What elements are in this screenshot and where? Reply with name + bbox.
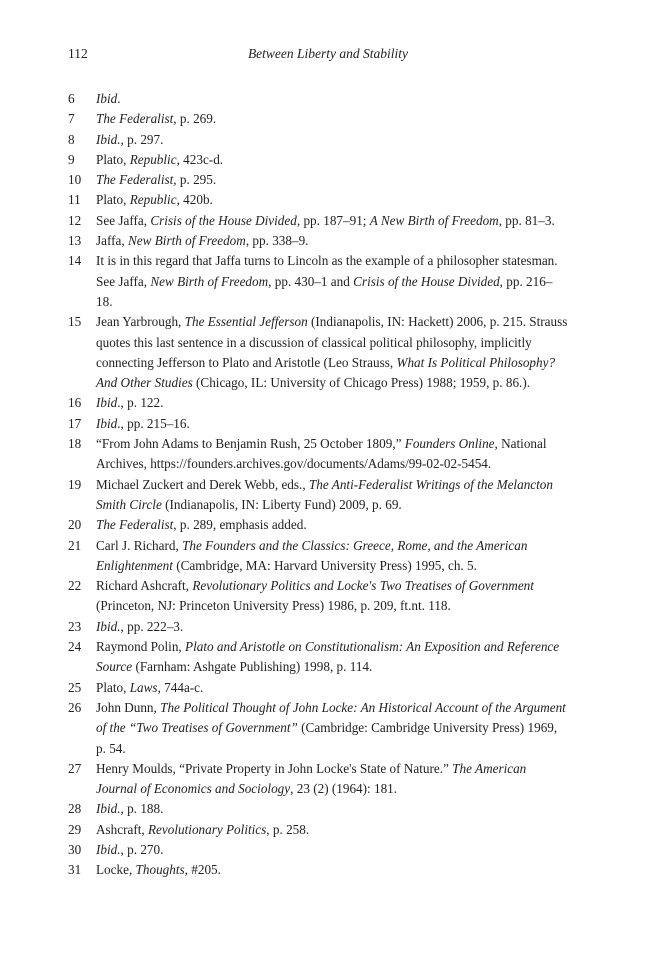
endnote-text xyxy=(96,617,568,637)
running-head: Between Liberty and Stability xyxy=(247,46,409,61)
endnote-number: 9 xyxy=(68,151,75,167)
italic-title: Ibid xyxy=(96,91,118,106)
text-run: “From John Adams to Benjamin Rush, 25 October 1809,” xyxy=(96,436,405,452)
endnote xyxy=(68,860,568,880)
text-run: , pp. 338–9. xyxy=(245,233,309,249)
text-run: (Farnham: Ashgate Publishing) 1998, p. 114. xyxy=(132,659,373,675)
endnote-text xyxy=(96,576,568,617)
endnote-text xyxy=(96,312,568,393)
endnote-text xyxy=(96,434,568,475)
endnote xyxy=(68,617,568,637)
text-run: Carl J. Richard, xyxy=(96,537,183,553)
endnote xyxy=(68,312,568,393)
italic-title: Crisis of the House Divided xyxy=(353,273,500,289)
italic-title: Ibid xyxy=(96,415,118,431)
endnote xyxy=(68,475,568,516)
italic-title: Ibid xyxy=(96,395,118,411)
endnote-text xyxy=(96,637,568,678)
text-run: (Cambridge, MA: Harvard University Press) 1995, ch. 5. xyxy=(172,557,477,573)
text-run: Jean Yarbrough, xyxy=(96,314,185,330)
endnote-text xyxy=(96,251,568,312)
page-number: 112 xyxy=(68,46,88,61)
endnote xyxy=(68,211,568,231)
text-run: (Cambridge: Cambridge University Press) 1969, p. 54. xyxy=(96,720,558,756)
endnote-number: 15 xyxy=(68,314,82,330)
endnote-number: 25 xyxy=(68,679,82,695)
text-run: , pp. 216–18. xyxy=(96,273,553,309)
italic-title: New Birth of Freedom xyxy=(127,233,246,249)
text-run: Henry Moulds, “Private Property in John Locke's State of Nature.” xyxy=(96,760,453,776)
endnote-text xyxy=(96,130,568,150)
text-run: (Indianapolis, IN: Hackett) 2006, p. 215. Strauss quotes this last sentence in a discussion of classical political philosophy, implicitly connecting Jefferson to Plato and Aristotle (Leo Strauss, xyxy=(96,314,568,370)
text-run: , p. 270. xyxy=(120,841,164,857)
endnote-number: 7 xyxy=(68,111,75,127)
endnote-text xyxy=(96,860,568,880)
endnote xyxy=(68,536,568,577)
text-run: , 744a-c. xyxy=(157,679,204,695)
italic-title: Revolutionary Politics xyxy=(148,821,267,837)
endnote-text xyxy=(96,475,568,516)
endnote xyxy=(68,576,568,617)
endnote-number: 24 xyxy=(68,639,82,655)
text-run: , p. 289, emphasis added. xyxy=(173,517,307,533)
endnote xyxy=(68,414,568,434)
text-run: Plato, xyxy=(96,679,130,695)
text-run: Ashcraft, xyxy=(96,821,148,837)
endnotes-list xyxy=(68,89,568,881)
text-run: Plato, xyxy=(96,151,130,167)
text-run: , National Archives, https://founders.archives.gov/documents/Adams/99-02-02-5454. xyxy=(96,436,547,472)
italic-title: The Federalist xyxy=(96,172,174,188)
text-run: , p. 295. xyxy=(173,172,217,188)
italic-title: Ibid. xyxy=(96,801,121,817)
italic-title: Republic xyxy=(129,151,177,167)
italic-title: The American Journal of Economics and Sociology xyxy=(96,760,527,797)
endnote-text xyxy=(96,150,568,170)
endnote-number: 10 xyxy=(68,172,82,188)
italic-title: Revolutionary Politics and Locke's Two Treatises of Government xyxy=(192,578,534,594)
endnote-text xyxy=(96,109,568,129)
text-run: ., pp. 215–16. xyxy=(117,415,190,431)
endnote-text xyxy=(96,698,568,759)
endnote-text xyxy=(96,799,568,819)
text-run: It is in this regard that Jaffa turns to Lincoln as the example of a philosopher statesman. See Jaffa, xyxy=(96,253,558,289)
endnote-number: 19 xyxy=(68,476,82,492)
endnote-number: 13 xyxy=(68,233,82,249)
endnote-text xyxy=(96,393,568,413)
endnote xyxy=(68,150,568,170)
endnote-number: 14 xyxy=(68,253,82,269)
endnote-text xyxy=(96,759,568,800)
text-run: (Chicago, IL: University of Chicago Press) 1988; 1959, p. 86.). xyxy=(192,375,531,391)
text-run: , pp. 430–1 and xyxy=(268,273,354,289)
endnote xyxy=(68,799,568,819)
endnote-text xyxy=(96,231,568,251)
text-run: Jaffa, xyxy=(96,233,128,249)
italic-title: Laws xyxy=(129,679,158,695)
endnote-text xyxy=(96,89,568,109)
italic-title: The Founders and the Classics: Greece, Rome, and the American Enlightenment xyxy=(96,537,528,573)
endnote-number: 22 xyxy=(68,578,82,594)
endnote xyxy=(68,170,568,190)
endnote xyxy=(68,251,568,312)
endnote xyxy=(68,820,568,840)
endnote-number: 26 xyxy=(68,699,82,715)
endnote xyxy=(68,231,568,251)
endnote xyxy=(68,759,568,800)
endnote-number: 8 xyxy=(68,131,75,147)
endnote xyxy=(68,109,568,129)
endnote-number: 31 xyxy=(68,862,82,878)
endnote xyxy=(68,637,568,678)
text-run: John Dunn, xyxy=(96,699,161,715)
text-run: (Princeton, NJ: Princeton University Press) 1986, p. 209, ft.nt. 118. xyxy=(96,598,451,614)
endnote-text xyxy=(96,678,568,698)
endnote-number: 30 xyxy=(68,841,82,857)
endnote xyxy=(68,678,568,698)
italic-title: Founders Online xyxy=(404,436,495,452)
italic-title: Thoughts xyxy=(135,862,185,878)
endnote-text xyxy=(96,414,568,434)
endnote xyxy=(68,698,568,759)
endnote-text xyxy=(96,190,568,210)
endnote xyxy=(68,190,568,210)
text-run: (Indianapolis, IN: Liberty Fund) 2009, p. 69. xyxy=(161,496,402,512)
endnote-text xyxy=(96,536,568,577)
text-run: , 423c-d. xyxy=(176,151,224,167)
endnote-number: 12 xyxy=(68,212,82,228)
endnote-number: 16 xyxy=(68,395,82,411)
endnote-number: 17 xyxy=(68,415,82,431)
endnote-text xyxy=(96,170,568,190)
text-run: Locke, xyxy=(96,862,136,878)
text-run: , 23 (2) (1964): 181. xyxy=(290,781,398,797)
text-run: , p. 297. xyxy=(120,131,164,147)
italic-title: The Federalist xyxy=(96,517,174,533)
page-header xyxy=(68,46,588,68)
endnote-number: 21 xyxy=(68,537,82,553)
italic-title: The Political Thought of John Locke: An Historical Account of the Argument of the “Two Treatises of Government” xyxy=(96,699,566,736)
text-run: Raymond Polin, xyxy=(96,639,186,655)
text-run: ., p. 122. xyxy=(117,395,164,411)
endnote-text xyxy=(96,840,568,860)
text-run: , pp. 187–91; xyxy=(296,212,370,228)
italic-title: What Is Political Philosophy? And Other Studies xyxy=(96,354,556,391)
text-run: , pp. 81–3. xyxy=(498,212,555,228)
endnote xyxy=(68,515,568,535)
endnote-number: 6 xyxy=(68,91,75,106)
endnote-number: 11 xyxy=(68,192,81,208)
italic-title: Ibid. xyxy=(96,841,121,857)
endnote-number: 23 xyxy=(68,618,82,634)
text-run: Michael Zuckert and Derek Webb, eds., xyxy=(96,476,309,492)
text-run: , #205. xyxy=(184,862,221,878)
endnote xyxy=(68,840,568,860)
endnote-text xyxy=(96,515,568,535)
italic-title: The Anti-Federalist Writings of the Melancton Smith Circle xyxy=(96,476,553,512)
endnote xyxy=(68,434,568,475)
text-run: Richard Ashcraft, xyxy=(96,578,193,594)
italic-title: Ibid. xyxy=(96,131,121,147)
endnote xyxy=(68,89,568,109)
text-run: , p. 188. xyxy=(120,801,164,817)
endnote-number: 20 xyxy=(68,517,82,533)
text-run: , p. 258. xyxy=(266,821,310,837)
endnote-text xyxy=(96,820,568,840)
text-run: , pp. 222–3. xyxy=(120,618,184,634)
endnote xyxy=(68,130,568,150)
endnote-text xyxy=(96,211,568,231)
italic-title: New Birth of Freedom xyxy=(150,273,269,289)
italic-title: The Federalist xyxy=(96,111,174,127)
italic-title: Plato and Aristotle on Constitutionalism: An Exposition and Reference Source xyxy=(96,639,560,675)
text-run: See Jaffa, xyxy=(96,212,151,228)
italic-title: A New Birth of Freedom xyxy=(369,212,499,228)
text-run: Plato, xyxy=(96,192,130,208)
italic-title: The Essential Jefferson xyxy=(184,314,308,330)
text-run: . xyxy=(117,91,121,106)
text-run: , p. 269. xyxy=(173,111,217,127)
text-run: , 420b. xyxy=(176,192,213,208)
italic-title: Ibid. xyxy=(96,618,121,634)
italic-title: Republic xyxy=(129,192,177,208)
italic-title: Crisis of the House Divided xyxy=(150,212,297,228)
endnote xyxy=(68,393,568,413)
endnote-number: 27 xyxy=(68,760,82,776)
endnote-number: 29 xyxy=(68,821,82,837)
endnote-number: 28 xyxy=(68,801,82,817)
endnote-number: 18 xyxy=(68,436,82,452)
